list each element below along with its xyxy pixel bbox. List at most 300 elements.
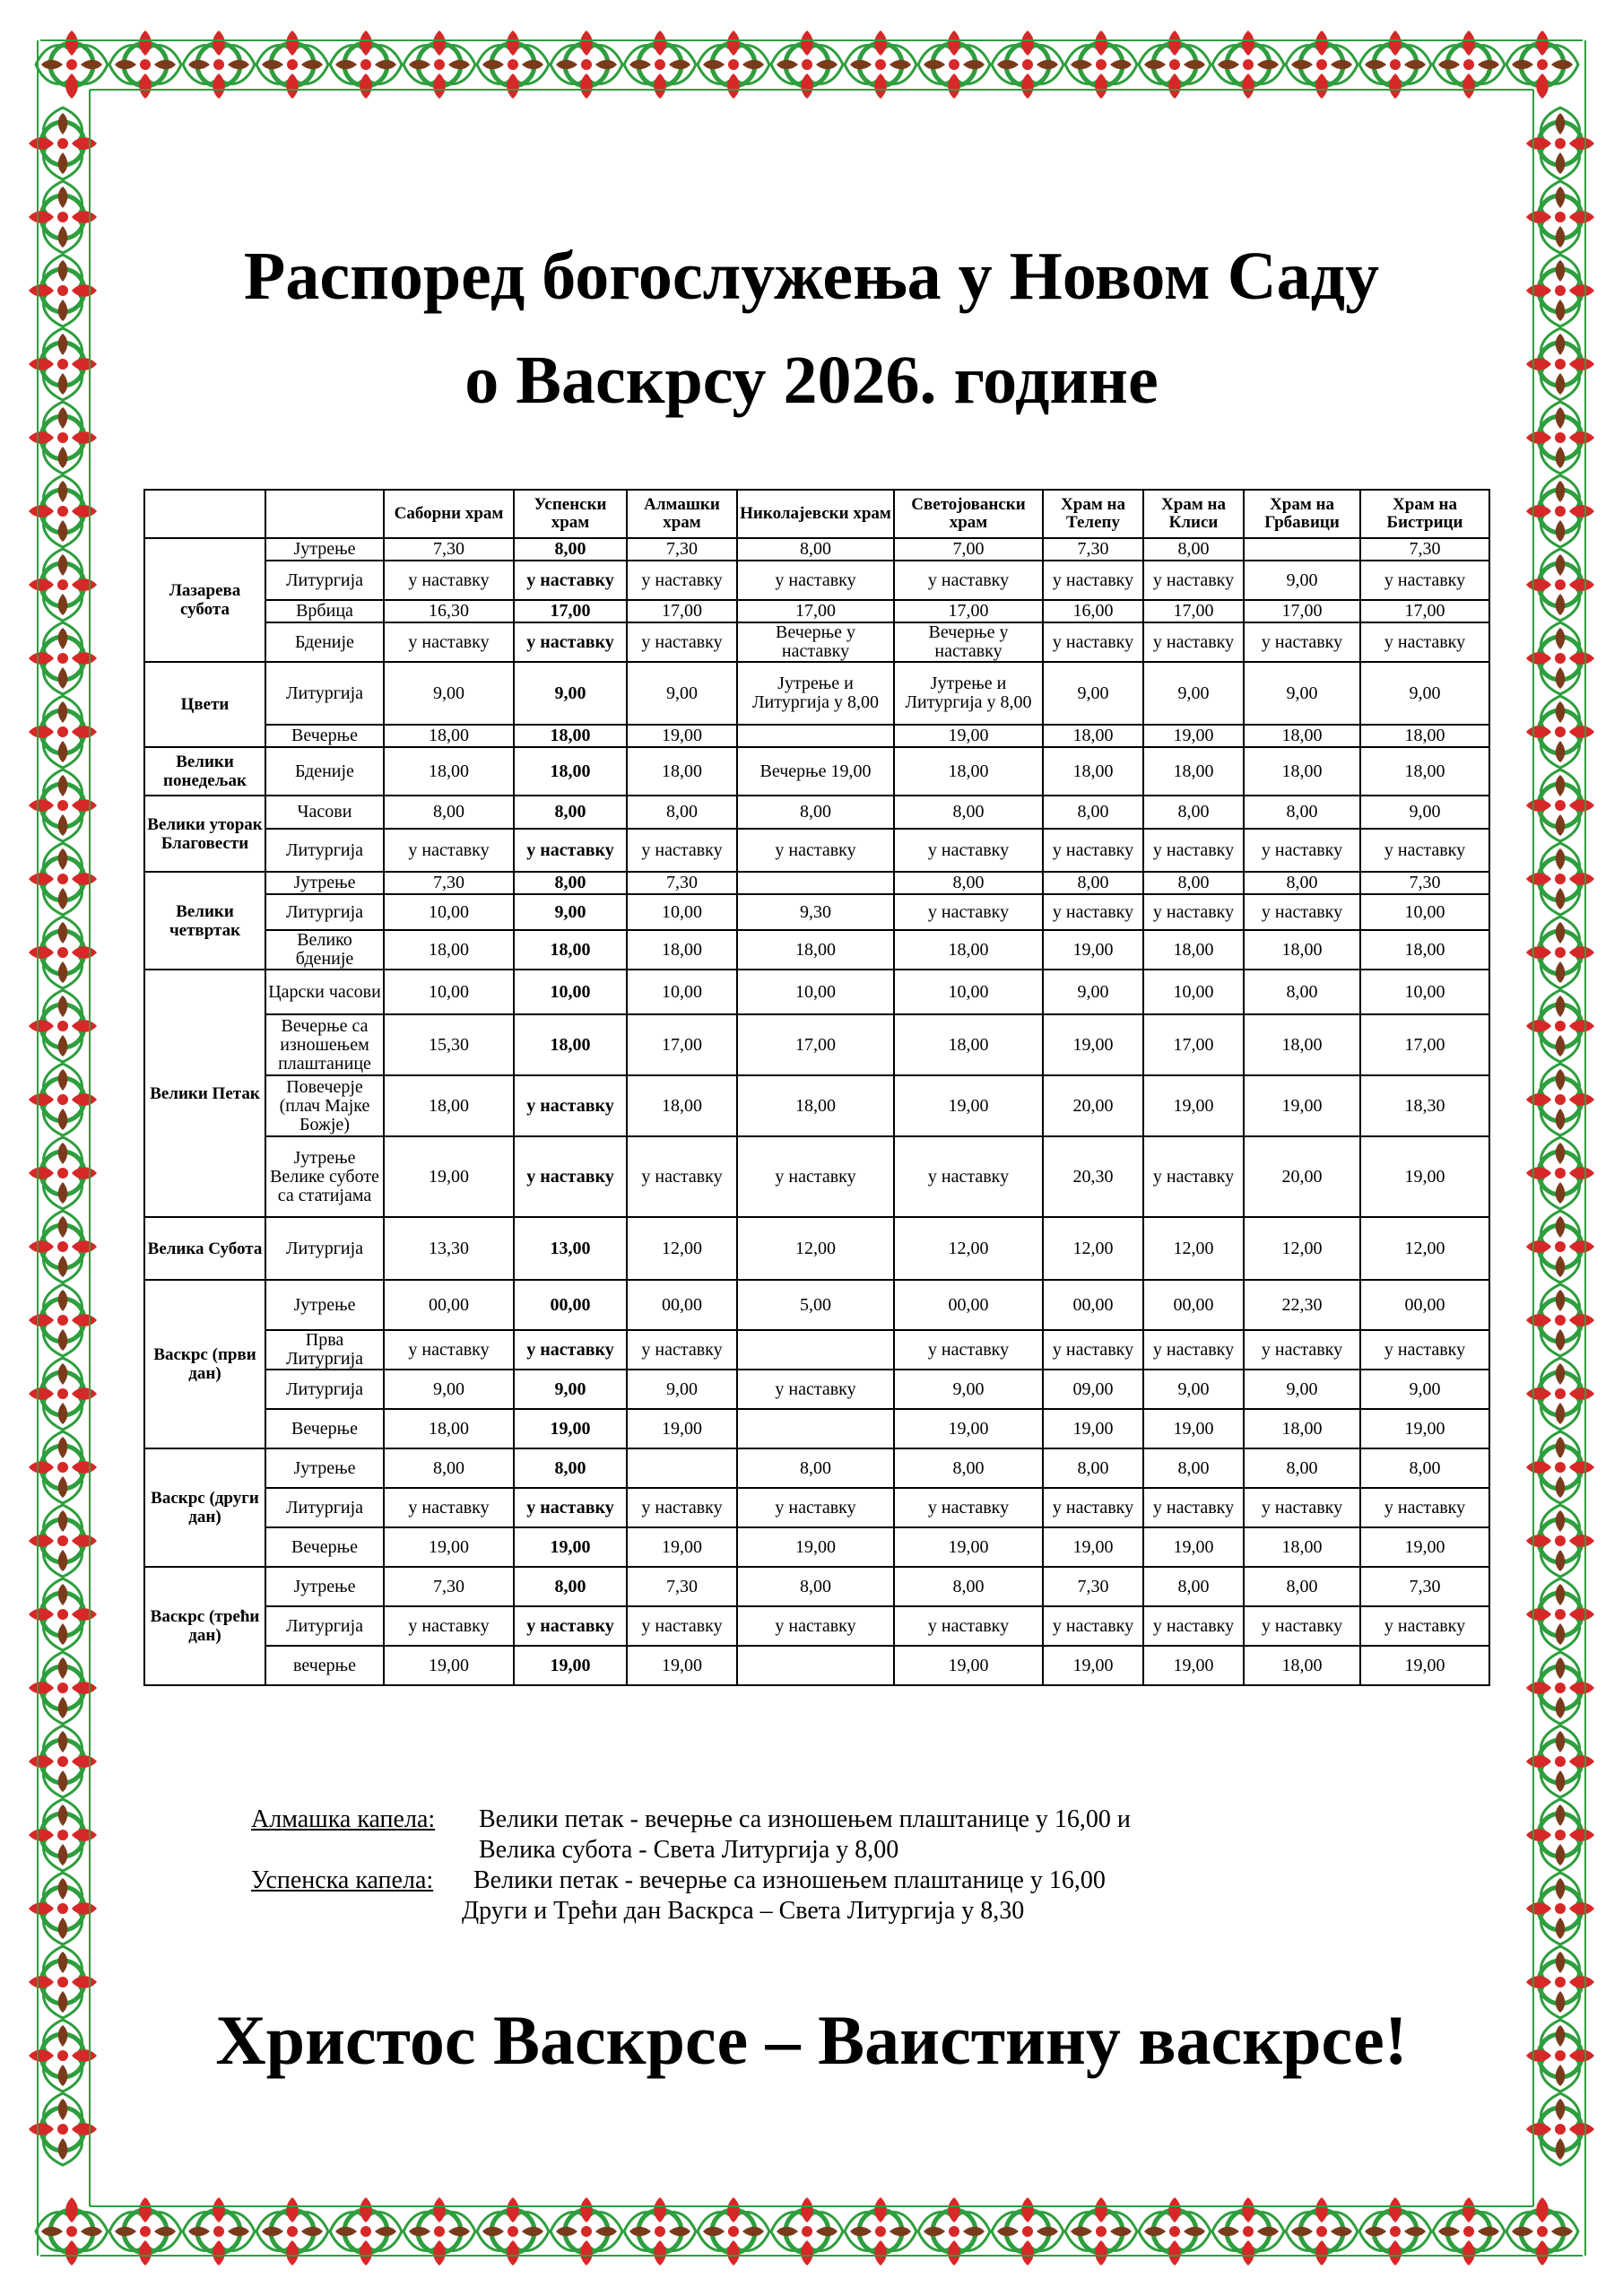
time-cell: у наставку: [1360, 561, 1489, 600]
ornament-motif: [1526, 108, 1594, 179]
time-cell: 8,00: [514, 1567, 627, 1606]
day-cell: Велики четвртак: [144, 872, 265, 970]
time-cell: у наставку: [627, 1606, 737, 1646]
time-cell: 18,00: [894, 1014, 1043, 1075]
time-cell: у наставку: [1143, 561, 1244, 600]
day-cell: Лазарева субота: [144, 538, 265, 662]
ornament-motif: [1526, 402, 1594, 474]
note-label-almaska: Алмашка капела:: [251, 1805, 436, 1833]
ornament-motif: [29, 181, 97, 253]
time-cell: у наставку: [1244, 1488, 1360, 1527]
time-cell: 10,00: [737, 970, 894, 1014]
ornament-motif: [1526, 1578, 1594, 1650]
service-cell: Литургија: [265, 1606, 384, 1646]
time-cell: 19,00: [894, 725, 1043, 747]
day-cell: Васкрс (други дан): [144, 1448, 265, 1567]
ornament-motif: [1526, 1284, 1594, 1356]
time-cell: 7,30: [1360, 538, 1489, 561]
time-cell: у наставку: [894, 1606, 1043, 1646]
table-row: [144, 622, 1489, 662]
time-cell: 18,00: [384, 747, 514, 796]
column-header: Николајевски храм: [737, 490, 894, 538]
table-row: [144, 1014, 1489, 1075]
time-cell: у наставку: [627, 829, 737, 872]
time-cell: у наставку: [627, 622, 737, 662]
time-cell: 18,00: [1143, 747, 1244, 796]
time-cell: у наставку: [1043, 1488, 1143, 1527]
time-cell: 9,00: [1360, 1370, 1489, 1409]
service-cell: Врбица: [265, 600, 384, 622]
time-cell: 18,00: [1244, 747, 1360, 796]
time-cell: 18,00: [1244, 1527, 1360, 1567]
time-cell: 18,00: [1244, 725, 1360, 747]
time-cell: 8,00: [894, 1448, 1043, 1488]
time-cell: 18,00: [1360, 747, 1489, 796]
column-header: Успенски храм: [514, 490, 627, 538]
time-cell: 00,00: [1143, 1280, 1244, 1330]
time-cell: у наставку: [894, 1488, 1043, 1527]
closing-greeting: Христос Васкрсе – Ваистину васкрсе!: [215, 2001, 1408, 2079]
service-cell: Повечерје (плач Мајке Божје): [265, 1075, 384, 1136]
table-row: [144, 1280, 1489, 1330]
time-cell: 10,00: [1360, 970, 1489, 1014]
ornament-motif: [29, 402, 97, 474]
ornament-motif: [29, 1726, 97, 1797]
time-cell: 9,00: [1043, 970, 1143, 1014]
time-cell: 8,00: [1244, 1567, 1360, 1606]
time-cell: 9,00: [627, 662, 737, 725]
time-cell: 19,00: [384, 1527, 514, 1567]
time-cell: 10,00: [627, 894, 737, 930]
note-text: Велики петак - вечерње са изношењем плаштанице у 16,00 и: [479, 1805, 1131, 1833]
time-cell: у наставку: [514, 1330, 627, 1370]
time-cell: 9,00: [384, 1370, 514, 1409]
time-cell: 00,00: [894, 1280, 1043, 1330]
service-cell: Царски часови: [265, 970, 384, 1014]
time-cell: 18,00: [1360, 930, 1489, 970]
ornament-motif: [29, 1431, 97, 1503]
time-cell: 8,00: [514, 1448, 627, 1488]
time-cell: 18,00: [1244, 930, 1360, 970]
time-cell: 8,00: [1360, 1448, 1489, 1488]
time-cell: 00,00: [1360, 1280, 1489, 1330]
ornament-motif: [1526, 1358, 1594, 1430]
time-cell: у наставку: [1143, 1488, 1244, 1527]
ornament-motif: [29, 1946, 97, 2018]
column-header: Храм на Грбавици: [1244, 490, 1360, 538]
time-cell: Јутрење и Литургија у 8,00: [894, 662, 1043, 725]
service-cell: Часови: [265, 796, 384, 829]
time-cell: у наставку: [1043, 829, 1143, 872]
time-cell: 19,00: [627, 725, 737, 747]
time-cell: 20,30: [1043, 1136, 1143, 1217]
service-cell: Велико бденије: [265, 930, 384, 970]
time-cell: у наставку: [1143, 829, 1244, 872]
ornament-motif: [29, 475, 97, 547]
service-cell: Вечерње: [265, 725, 384, 747]
time-cell: 17,00: [737, 600, 894, 622]
time-cell: 18,00: [737, 1075, 894, 1136]
time-cell: 19,00: [1360, 1136, 1489, 1217]
service-cell: Јутрење: [265, 1448, 384, 1488]
time-cell: у наставку: [514, 1488, 627, 1527]
time-cell: 18,00: [514, 930, 627, 970]
ornament-motif: [29, 1873, 97, 1944]
time-cell: [737, 1409, 894, 1448]
time-cell: 9,00: [1143, 662, 1244, 725]
ornament-motif: [29, 1284, 97, 1356]
table-row: [144, 725, 1489, 747]
time-cell: 8,00: [514, 796, 627, 829]
time-cell: у наставку: [737, 1136, 894, 1217]
time-cell: у наставку: [1143, 1136, 1244, 1217]
time-cell: 8,00: [1143, 796, 1244, 829]
time-cell: у наставку: [1043, 622, 1143, 662]
time-cell: у наставку: [627, 1330, 737, 1370]
time-cell: 7,30: [384, 1567, 514, 1606]
time-cell: у наставку: [627, 561, 737, 600]
time-cell: 19,00: [1043, 1646, 1143, 1685]
time-cell: 13,30: [384, 1217, 514, 1280]
ornament-motif: [1526, 990, 1594, 1062]
table-row: [144, 1370, 1489, 1409]
time-cell: Вечерње у наставку: [894, 622, 1043, 662]
time-cell: 12,00: [627, 1217, 737, 1280]
time-cell: 16,00: [1043, 600, 1143, 622]
table-row: [144, 796, 1489, 829]
time-cell: 12,00: [737, 1217, 894, 1280]
time-cell: 10,00: [384, 894, 514, 930]
column-header: Алмашки храм: [627, 490, 737, 538]
day-cell: Васкрс (први дан): [144, 1280, 265, 1448]
title-line-2: о Васкрсу 2026. године: [464, 343, 1159, 418]
time-cell: 19,00: [384, 1136, 514, 1217]
service-cell: вечерње: [265, 1646, 384, 1685]
time-cell: у наставку: [894, 561, 1043, 600]
note-text: Велики петак - вечерње са изношењем плаштанице у 16,00: [473, 1866, 1106, 1894]
ornament-motif: [29, 1505, 97, 1577]
time-cell: 10,00: [894, 970, 1043, 1014]
time-cell: 12,00: [1360, 1217, 1489, 1280]
time-cell: у наставку: [1143, 1330, 1244, 1370]
ornament-motif: [29, 770, 97, 841]
time-cell: 9,00: [1043, 662, 1143, 725]
ornament-motif: [29, 1799, 97, 1871]
time-cell: 5,00: [737, 1280, 894, 1330]
ornament-motif: [29, 990, 97, 1062]
time-cell: 18,00: [737, 930, 894, 970]
ornament-motif: [1526, 549, 1594, 621]
table-row: [144, 662, 1489, 725]
table-row: [144, 970, 1489, 1014]
time-cell: 12,00: [1043, 1217, 1143, 1280]
time-cell: у наставку: [1143, 1606, 1244, 1646]
header-service-cell: [265, 490, 384, 538]
time-cell: у наставку: [1244, 894, 1360, 930]
time-cell: 7,30: [384, 538, 514, 561]
service-cell: Вечерње: [265, 1409, 384, 1448]
time-cell: [737, 1330, 894, 1370]
table-row: [144, 1567, 1489, 1606]
time-cell: у наставку: [514, 1136, 627, 1217]
time-cell: 7,30: [1360, 1567, 1489, 1606]
time-cell: 12,00: [1143, 1217, 1244, 1280]
time-cell: 19,00: [1360, 1646, 1489, 1685]
time-cell: 17,00: [1360, 1014, 1489, 1075]
time-cell: 8,00: [1043, 796, 1143, 829]
page-title: [135, 224, 1488, 432]
time-cell: у наставку: [1244, 829, 1360, 872]
service-cell: Литургија: [265, 829, 384, 872]
time-cell: 7,30: [627, 1567, 737, 1606]
time-cell: у наставку: [627, 1136, 737, 1217]
table-row: [144, 1330, 1489, 1370]
time-cell: 7,30: [1043, 1567, 1143, 1606]
table-row: [144, 747, 1489, 796]
time-cell: 18,00: [627, 1075, 737, 1136]
ornament-motif: [1526, 1946, 1594, 2018]
time-cell: 15,30: [384, 1014, 514, 1075]
time-cell: 10,00: [514, 970, 627, 1014]
ornament-motif: [1526, 2093, 1594, 2165]
column-header: Храм на Телепу: [1043, 490, 1143, 538]
ornament-motif: [29, 1578, 97, 1650]
time-cell: 19,00: [514, 1646, 627, 1685]
time-cell: у наставку: [1360, 1606, 1489, 1646]
time-cell: 7,30: [384, 872, 514, 894]
table-row: [144, 872, 1489, 894]
time-cell: 9,00: [514, 894, 627, 930]
ornament-motif: [29, 696, 97, 768]
time-cell: [627, 1448, 737, 1488]
time-cell: у наставку: [1043, 1330, 1143, 1370]
ornament-motif: [1526, 1505, 1594, 1577]
time-cell: 10,00: [1143, 970, 1244, 1014]
ornament-motif: [1526, 770, 1594, 841]
service-cell: Литургија: [265, 1488, 384, 1527]
time-cell: 19,00: [627, 1409, 737, 1448]
time-cell: 8,00: [1043, 1448, 1143, 1488]
service-cell: Јутрење: [265, 538, 384, 561]
time-cell: 8,00: [737, 796, 894, 829]
ornament-motif: [29, 328, 97, 400]
time-cell: у наставку: [1244, 1330, 1360, 1370]
note-text: Велика субота - Света Литургија у 8,00: [479, 1836, 899, 1864]
time-cell: у наставку: [384, 1330, 514, 1370]
time-cell: 18,00: [894, 930, 1043, 970]
time-cell: 18,00: [384, 725, 514, 747]
ornament-motif: [1526, 1652, 1594, 1724]
time-cell: 19,00: [894, 1527, 1043, 1567]
time-cell: 9,00: [627, 1370, 737, 1409]
ornament-motif: [29, 1652, 97, 1724]
time-cell: 19,00: [514, 1527, 627, 1567]
time-cell: 20,00: [1043, 1075, 1143, 1136]
day-cell: Велика Субота: [144, 1217, 265, 1280]
time-cell: 7,30: [1043, 538, 1143, 561]
time-cell: 18,00: [894, 747, 1043, 796]
time-cell: 8,00: [1143, 872, 1244, 894]
time-cell: 7,30: [627, 538, 737, 561]
ornament-motif: [29, 1137, 97, 1209]
time-cell: 7,30: [627, 872, 737, 894]
time-cell: 9,00: [1244, 1370, 1360, 1409]
service-cell: Литургија: [265, 662, 384, 725]
time-cell: 8,00: [737, 1448, 894, 1488]
time-cell: у наставку: [514, 622, 627, 662]
time-cell: 00,00: [1043, 1280, 1143, 1330]
time-cell: 9,30: [737, 894, 894, 930]
time-cell: 8,00: [894, 1567, 1043, 1606]
ornament-motif: [1526, 1064, 1594, 1135]
time-cell: у наставку: [1143, 894, 1244, 930]
time-cell: у наставку: [737, 829, 894, 872]
table-row: [144, 538, 1489, 561]
time-cell: 19,00: [1043, 1409, 1143, 1448]
time-cell: 19,00: [627, 1646, 737, 1685]
time-cell: 18,00: [1244, 1646, 1360, 1685]
ornament-motif: [29, 108, 97, 179]
time-cell: у наставку: [514, 561, 627, 600]
time-cell: у наставку: [1244, 622, 1360, 662]
time-cell: [737, 872, 894, 894]
table-row: [144, 1217, 1489, 1280]
table-row: [144, 1075, 1489, 1136]
time-cell: 17,00: [894, 600, 1043, 622]
table-row: [144, 1409, 1489, 1448]
time-cell: 8,00: [737, 1567, 894, 1606]
service-cell: Литургија: [265, 1217, 384, 1280]
table-body: [144, 538, 1489, 1685]
time-cell: 8,00: [1244, 872, 1360, 894]
time-cell: 17,00: [1143, 600, 1244, 622]
column-header: Саборни храм: [384, 490, 514, 538]
time-cell: 19,00: [737, 1527, 894, 1567]
ornament-motif: [29, 255, 97, 326]
time-cell: 19,00: [627, 1527, 737, 1567]
time-cell: 17,00: [1360, 600, 1489, 622]
column-header: Светојовански храм: [894, 490, 1043, 538]
day-cell: Велики Петак: [144, 970, 265, 1217]
table-row: [144, 1527, 1489, 1567]
ornament-motif: [29, 917, 97, 988]
time-cell: 8,00: [1043, 872, 1143, 894]
time-cell: 7,30: [1360, 872, 1489, 894]
service-cell: Јутрење: [265, 1280, 384, 1330]
service-cell: Јутрење Велике суботе са статијама: [265, 1136, 384, 1217]
time-cell: 18,00: [627, 930, 737, 970]
column-header: Храм на Бистрици: [1360, 490, 1489, 538]
time-cell: 8,00: [1143, 538, 1244, 561]
time-cell: 18,00: [514, 1014, 627, 1075]
time-cell: 18,00: [514, 725, 627, 747]
service-cell: Јутрење: [265, 1567, 384, 1606]
time-cell: у наставку: [384, 622, 514, 662]
time-cell: 19,00: [1143, 725, 1244, 747]
time-cell: 19,00: [1360, 1527, 1489, 1567]
time-cell: 9,00: [1360, 796, 1489, 829]
day-cell: Велики уторак Благовести: [144, 796, 265, 872]
time-cell: 19,00: [1360, 1409, 1489, 1448]
time-cell: у наставку: [1360, 622, 1489, 662]
time-cell: 19,00: [1143, 1646, 1244, 1685]
time-cell: 17,00: [514, 600, 627, 622]
time-cell: 9,00: [1244, 662, 1360, 725]
time-cell: у наставку: [514, 1075, 627, 1136]
time-cell: 9,00: [894, 1370, 1043, 1409]
time-cell: 19,00: [1244, 1075, 1360, 1136]
time-cell: 17,00: [737, 1014, 894, 1075]
time-cell: 18,00: [1043, 725, 1143, 747]
ornament-motif: [1526, 1431, 1594, 1503]
time-cell: 8,00: [1244, 796, 1360, 829]
table-header-row: [144, 490, 1489, 538]
time-cell: [737, 725, 894, 747]
ornament-motif: [1526, 475, 1594, 547]
time-cell: 19,00: [514, 1409, 627, 1448]
service-cell: Литургија: [265, 561, 384, 600]
time-cell: у наставку: [384, 1606, 514, 1646]
time-cell: 9,00: [514, 662, 627, 725]
time-cell: 8,00: [894, 872, 1043, 894]
time-cell: у наставку: [737, 1370, 894, 1409]
time-cell: 19,00: [1043, 1014, 1143, 1075]
time-cell: 9,00: [384, 662, 514, 725]
time-cell: у наставку: [384, 829, 514, 872]
time-cell: Јутрење и Литургија у 8,00: [737, 662, 894, 725]
time-cell: 18,00: [384, 930, 514, 970]
time-cell: у наставку: [737, 561, 894, 600]
time-cell: у наставку: [894, 1330, 1043, 1370]
time-cell: 9,00: [1143, 1370, 1244, 1409]
ornament-motif: [29, 622, 97, 694]
time-cell: 8,00: [1244, 1448, 1360, 1488]
time-cell: у наставку: [1244, 1606, 1360, 1646]
time-cell: 18,00: [1043, 747, 1143, 796]
time-cell: у наставку: [1043, 894, 1143, 930]
time-cell: 00,00: [514, 1280, 627, 1330]
service-cell: Литургија: [265, 894, 384, 930]
time-cell: 13,00: [514, 1217, 627, 1280]
time-cell: 19,00: [1143, 1409, 1244, 1448]
time-cell: 19,00: [1043, 930, 1143, 970]
header-day-cell: [144, 490, 265, 538]
time-cell: 19,00: [1143, 1527, 1244, 1567]
ornament-motif: [1526, 1873, 1594, 1944]
time-cell: 18,00: [627, 747, 737, 796]
ornament-motif: [29, 1358, 97, 1430]
time-cell: у наставку: [1043, 561, 1143, 600]
ornament-motif: [1526, 917, 1594, 988]
time-cell: 8,00: [1143, 1567, 1244, 1606]
table-row: [144, 829, 1489, 872]
ornament-motif: [1526, 328, 1594, 400]
time-cell: у наставку: [514, 829, 627, 872]
time-cell: Вечерње 19,00: [737, 747, 894, 796]
ornament-motif: [1526, 622, 1594, 694]
time-cell: 8,00: [514, 872, 627, 894]
ornament-motif: [1526, 1799, 1594, 1871]
ornament-motif: [29, 2093, 97, 2165]
time-cell: 9,00: [1244, 561, 1360, 600]
time-cell: у наставку: [514, 1606, 627, 1646]
time-cell: [737, 1646, 894, 1685]
table-row: [144, 894, 1489, 930]
ornament-motif: [1526, 181, 1594, 253]
time-cell: у наставку: [384, 1488, 514, 1527]
time-cell: у наставку: [1043, 1606, 1143, 1646]
time-cell: 9,00: [1360, 662, 1489, 725]
